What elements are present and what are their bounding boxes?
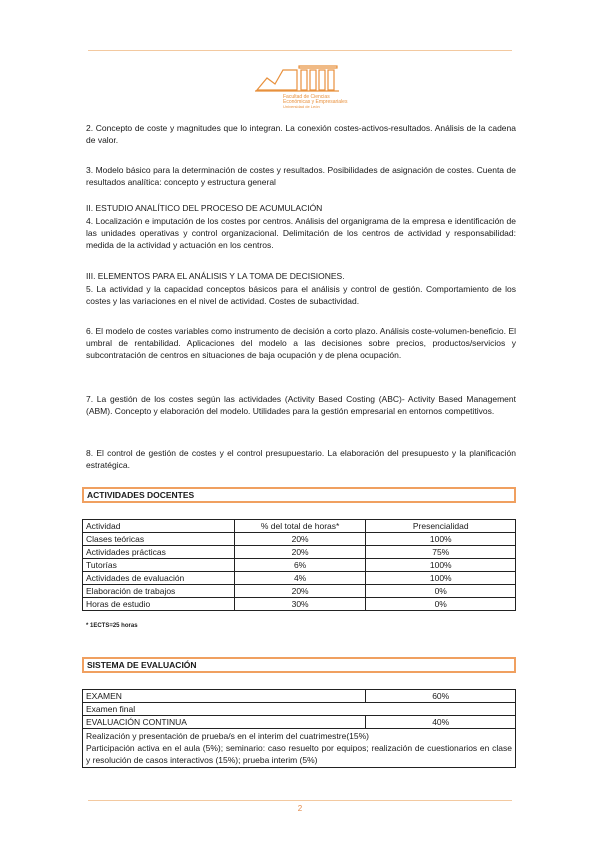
- paragraph-7: 7. La gestión de los costes según las actividades (Activity Based Costing (ABC)- Activity Based Management (ABM). Concepto y elaboración del modelo. Utilidades para la gestión empresarial en entornos competitivos.: [86, 394, 516, 417]
- table-row: [83, 546, 516, 559]
- table-header-row: [83, 520, 516, 533]
- actividades-table: [82, 519, 516, 611]
- table-row: [83, 572, 516, 585]
- faculty-logo: [253, 60, 351, 110]
- examen-value: 60%: [366, 690, 516, 703]
- evaluacion-title: SISTEMA DE EVALUACIÓN: [82, 657, 516, 673]
- paragraph-3: 3. Modelo básico para la determinación de costes y resultados. Posibilidades de asignación de costes. Cuenta de resultados analítica: concepto y estructura general: [86, 165, 516, 188]
- header-rule: [88, 50, 512, 51]
- examen-label: EXAMEN: [83, 690, 366, 703]
- section-heading-2: II. ESTUDIO ANALÍTICO DEL PROCESO DE ACUMULACIÓN: [86, 203, 323, 213]
- header-cell: Presencialidad: [366, 520, 516, 533]
- actividades-title: ACTIVIDADES DOCENTES: [82, 487, 516, 503]
- table-cell: Elaboración de trabajos: [83, 585, 235, 598]
- header-cell: % del total de horas*: [234, 520, 366, 533]
- table-cell: Actividades prácticas: [83, 546, 235, 559]
- svg-text:Económicas y Empresariales: Económicas y Empresariales: [283, 99, 348, 105]
- table-cell: Tutorías: [83, 559, 235, 572]
- table-row: [83, 716, 516, 729]
- paragraph-6: 6. El modelo de costes variables como instrumento de decisión a corto plazo. Análisis coste-volumen-beneficio. El umbral de rentabilidad. Aplicaciones del modelo a las decisiones sobre precios, productos/servicios y subcontratación de centros en situaciones de baja ocupación y de plena ocupación.: [86, 326, 516, 361]
- table-cell: 20%: [234, 546, 366, 559]
- table-cell: 30%: [234, 598, 366, 611]
- footer-rule: [88, 800, 512, 801]
- table-row: [83, 533, 516, 546]
- section-heading-3: III. ELEMENTOS PARA EL ANÁLISIS Y LA TOMA DE DECISIONES.: [86, 271, 345, 281]
- table-cell: Clases teóricas: [83, 533, 235, 546]
- table-cell: Horas de estudio: [83, 598, 235, 611]
- continua-detail-2: Participación activa en el aula (5%); seminario: caso resuelto por equipos; realización de cuestionarios en clase y resolución de casos interactivos (15%); prueba interim (5%): [86, 743, 512, 765]
- ects-note: * 1ECTS=25 horas: [86, 623, 138, 629]
- table-cell: 100%: [366, 559, 516, 572]
- svg-text:Facultad de Ciencias: Facultad de Ciencias: [283, 94, 330, 100]
- table-cell: 20%: [234, 585, 366, 598]
- table-cell: 20%: [234, 533, 366, 546]
- continua-value: 40%: [366, 716, 516, 729]
- table-cell: 4%: [234, 572, 366, 585]
- table-row: [83, 690, 516, 703]
- svg-text:Universidad de León: Universidad de León: [283, 104, 320, 109]
- evaluacion-table: [82, 689, 516, 768]
- table-cell: 0%: [366, 585, 516, 598]
- paragraph-5: 5. La actividad y la capacidad conceptos básicos para el análisis y control de gestión. Comportamiento de los costes y las variaciones en el nivel de actividad. Costes de subactividad.: [86, 284, 516, 307]
- table-row: [83, 729, 516, 768]
- table-row: [83, 598, 516, 611]
- continua-detail: [83, 729, 516, 768]
- continua-detail-1: Realización y presentación de prueba/s en el interim del cuatrimestre(15%): [86, 731, 370, 741]
- header-cell: Actividad: [83, 520, 235, 533]
- table-row: [83, 585, 516, 598]
- paragraph-4: 4. Localización e imputación de los costes por centros. Análisis del organigrama de la empresa e identificación de las unidades operativas y control organizacional. Delimitación de los centros de actividad y responsabilidad: medida de la actividad y actuación en los centros.: [86, 216, 516, 251]
- table-cell: 100%: [366, 572, 516, 585]
- table-cell: 75%: [366, 546, 516, 559]
- paragraph-2: 2. Concepto de coste y magnitudes que lo integran. La conexión costes-activos-resultados. Análisis de la cadena de valor.: [86, 123, 516, 146]
- table-cell: 0%: [366, 598, 516, 611]
- table-row: [83, 559, 516, 572]
- table-row: [83, 703, 516, 716]
- page-number: 2: [297, 804, 303, 813]
- paragraph-8: 8. El control de gestión de costes y el control presupuestario. La elaboración del presupuesto y la planificación estratégica.: [86, 448, 516, 471]
- continua-label: EVALUACIÓN CONTINUA: [83, 716, 366, 729]
- table-cell: 6%: [234, 559, 366, 572]
- table-cell: 100%: [366, 533, 516, 546]
- table-cell: Actividades de evaluación: [83, 572, 235, 585]
- examen-final: Examen final: [83, 703, 516, 716]
